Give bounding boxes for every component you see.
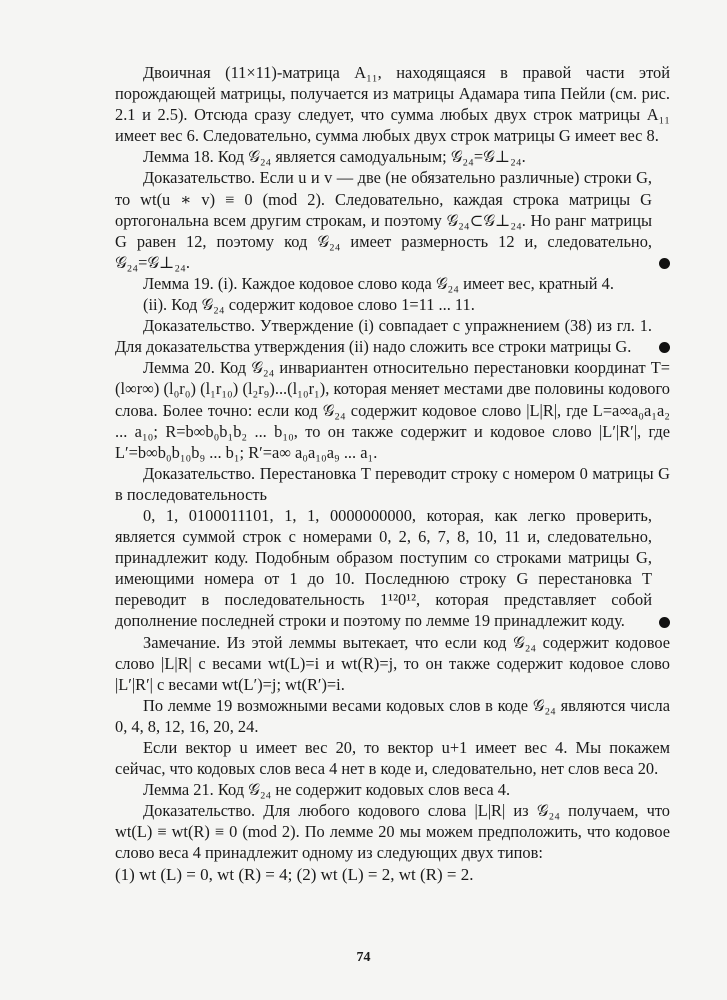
lemma-21: Лемма 21. Код 𝒢₂₄ не содержит кодовых слов веса 4. [143, 780, 511, 800]
proof-lemma-18-text: Доказательство. Если u и v — две (не обязательно различные) строки G, то wt(u ∗ v) ≡ 0 (mod 2). Следовательно, каждая строка матрицы G ортогональна всем другим строкам, и поэтому 𝒢₂₄⊂𝒢⊥₂₄. Но ранг матрицы G равен 12, поэтому код 𝒢₂₄ имеет размерность 12 и, следовательно, 𝒢₂₄=𝒢⊥₂₄. [115, 168, 652, 272]
proof-lemma-20-text: 0, 1, 0100011101, 1, 1, 0000000000, которая, как легко проверить, является суммой строк с номерами 0, 2, 6, 7, 8, 10, 11 и, следовательно, принадлежит коду. Подобным образом поступим со строками матрицы G, имеющими номера от 1 до 10. Последнюю строку G перестановка T переводит в последовательность 1¹²0¹², которая представляет собой дополнение последней строки и поэтому по лемме 19 принадлежит коду. [115, 505, 652, 631]
lemma-19-ii: (ii). Код 𝒢₂₄ содержит кодовое слово 1=11 ... 11. [143, 295, 475, 315]
proof-lemma-19 [115, 315, 670, 357]
proof-lemma-20 [115, 505, 670, 632]
end-of-proof-icon [659, 342, 670, 353]
paragraph-weight-20: Если вектор u имеет вес 20, то вектор u+1 имеет вес 4. Мы покажем сейчас, что кодовых слов веса 4 нет в коде и, следовательно, нет слов веса 20. [115, 738, 670, 779]
paragraph-1: Двоичная (11×11)-матрица A₁₁, находящаяся в правой части этой порождающей матрицы, получается из матрицы Адамара типа Пейли (см. рис. 2.1 и 2.5). Отсюда сразу следует, что сумма любых двух строк матрицы A₁₁ имеет вес 6. Следовательно, сумма любых двух строк матрицы G имеет вес 8. [115, 63, 670, 146]
remark: Замечание. Из этой леммы вытекает, что если код 𝒢₂₄ содержит кодовое слово |L|R| с весами wt(L)=i и wt(R)=j, то он также содержит кодовое слово |L′|R′| с весами wt(L′)=j; wt(R′)=i. [115, 632, 670, 694]
paragraph-weights: По лемме 19 возможными весами кодовых слов в коде 𝒢₂₄ являются числа 0, 4, 8, 12, 16, 20, 24. [115, 695, 670, 736]
lemma-18: Лемма 18. Код 𝒢₂₄ является самодуальным; 𝒢₂₄=𝒢⊥₂₄. [143, 147, 526, 167]
end-of-proof-icon [659, 617, 670, 628]
proof-lemma-21: Доказательство. Для любого кодового слова |L|R| из 𝒢₂₄ получаем, что wt(L) ≡ wt(R) ≡ 0 (mod 2). По лемме 20 мы можем предположить, что кодовое слово веса 4 принадлежит одному из следующих двух типов: [115, 801, 670, 863]
proof-lemma-20-intro: Доказательство. Перестановка T переводит строку с номером 0 матрицы G в последовательность [115, 463, 670, 504]
lemma-19-i: Лемма 19. (i). Каждое кодовое слово кода 𝒢₂₄ имеет вес, кратный 4. [143, 273, 614, 293]
end-of-proof-icon [659, 258, 670, 269]
proof-lemma-19-text: Доказательство. Утверждение (i) совпадает с упражнением (38) из гл. 1. Для доказательства утверждения (ii) надо сложить все строки матрицы G. [115, 316, 652, 357]
proof-lemma-18 [115, 167, 670, 272]
page-number: 74 [356, 950, 371, 965]
formula-cases: (1) wt (L) = 0, wt (R) = 4; (2) wt (L) = 2, wt (R) = 2. [115, 864, 474, 884]
lemma-20: Лемма 20. Код 𝒢₂₄ инвариантен относительно перестановки координат T=(l∞r∞) (l₀r₀) (l₁r₁₀) (l₂r₉)...(l₁₀r₁), которая меняет местами две половины кодового слова. Более точно: если код 𝒢₂₄ содержит кодовое слово |L|R|, где L=a∞a₀a₁a₂ ... a₁₀; R=b∞b₀b₁b₂ ... b₁₀, то он также содержит и кодовое слово |L′|R′|, где L′=b∞b₀b₁₀b₉ ... b₁; R′=a∞ a₀a₁₀a₉ ... a₁. [115, 358, 670, 462]
page-body [115, 62, 670, 885]
